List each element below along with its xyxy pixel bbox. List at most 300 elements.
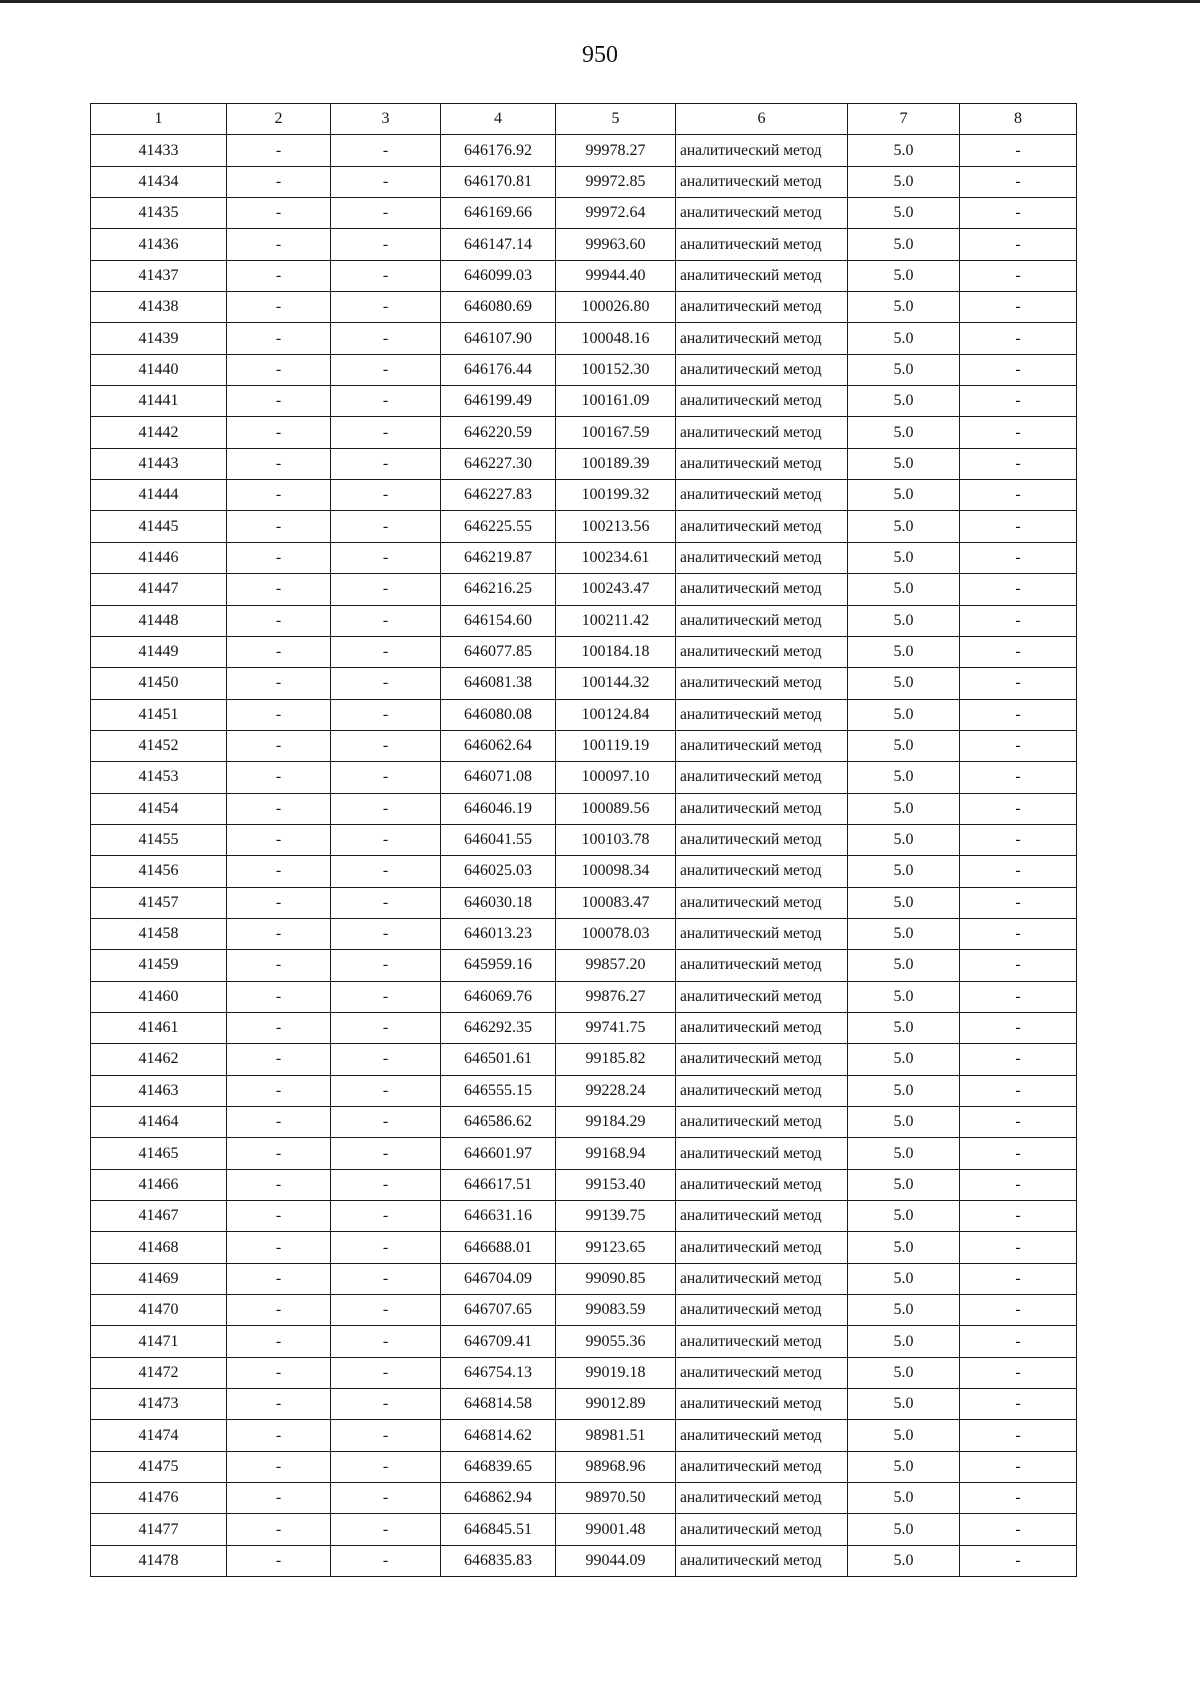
table-cell-col-2: -	[227, 1420, 331, 1451]
table-cell-col-8: -	[960, 448, 1077, 479]
table-cell-col-1: 41471	[91, 1326, 227, 1357]
table-cell-col-1: 41438	[91, 292, 227, 323]
table-cell-col-7: 5.0	[848, 448, 960, 479]
table-cell-col-7: 5.0	[848, 1012, 960, 1043]
table-cell-col-2: -	[227, 918, 331, 949]
table-cell-col-2: -	[227, 605, 331, 636]
table-cell-col-5: 99972.85	[556, 166, 676, 197]
table-cell-col-3: -	[331, 1326, 441, 1357]
table-cell-col-8: -	[960, 1107, 1077, 1138]
table-cell-col-5: 100078.03	[556, 918, 676, 949]
column-header-4: 4	[441, 104, 556, 135]
table-row	[91, 605, 1077, 636]
table-cell-col-4: 646225.55	[441, 511, 556, 542]
table-cell-col-4: 646041.55	[441, 824, 556, 855]
table-row	[91, 887, 1077, 918]
table-cell-col-3: -	[331, 699, 441, 730]
table-cell-col-5: 100097.10	[556, 762, 676, 793]
table-cell-col-2: -	[227, 511, 331, 542]
table-cell-col-1: 41472	[91, 1357, 227, 1388]
table-cell-col-2: -	[227, 542, 331, 573]
table-cell-col-6: аналитический метод	[676, 1483, 848, 1514]
table-cell-col-4: 646219.87	[441, 542, 556, 573]
table-cell-col-6: аналитический метод	[676, 636, 848, 667]
table-cell-col-4: 646292.35	[441, 1012, 556, 1043]
table-cell-col-5: 99019.18	[556, 1357, 676, 1388]
table-cell-col-3: -	[331, 1075, 441, 1106]
table-cell-col-4: 646071.08	[441, 762, 556, 793]
table-cell-col-3: -	[331, 1451, 441, 1482]
table-row	[91, 480, 1077, 511]
table-cell-col-6: аналитический метод	[676, 1232, 848, 1263]
table-cell-col-7: 5.0	[848, 574, 960, 605]
table-cell-col-2: -	[227, 417, 331, 448]
table-cell-col-2: -	[227, 166, 331, 197]
table-cell-col-6: аналитический метод	[676, 1326, 848, 1357]
table-cell-col-2: -	[227, 229, 331, 260]
table-cell-col-8: -	[960, 605, 1077, 636]
table-cell-col-3: -	[331, 762, 441, 793]
table-cell-col-2: -	[227, 448, 331, 479]
table-cell-col-6: аналитический метод	[676, 292, 848, 323]
table-cell-col-8: -	[960, 574, 1077, 605]
table-row	[91, 1263, 1077, 1294]
table-row	[91, 824, 1077, 855]
coordinates-table	[90, 103, 1077, 1577]
table-cell-col-2: -	[227, 386, 331, 417]
table-cell-col-2: -	[227, 1169, 331, 1200]
table-cell-col-4: 646707.65	[441, 1295, 556, 1326]
table-cell-col-1: 41473	[91, 1389, 227, 1420]
table-cell-col-6: аналитический метод	[676, 1451, 848, 1482]
table-cell-col-2: -	[227, 1451, 331, 1482]
table-cell-col-3: -	[331, 1107, 441, 1138]
table-cell-col-5: 100213.56	[556, 511, 676, 542]
table-cell-col-4: 646025.03	[441, 856, 556, 887]
table-cell-col-5: 99972.64	[556, 198, 676, 229]
table-cell-col-4: 646704.09	[441, 1263, 556, 1294]
table-cell-col-2: -	[227, 699, 331, 730]
table-cell-col-8: -	[960, 1357, 1077, 1388]
table-cell-col-3: -	[331, 730, 441, 761]
table-cell-col-2: -	[227, 1295, 331, 1326]
table-cell-col-6: аналитический метод	[676, 824, 848, 855]
table-cell-col-2: -	[227, 981, 331, 1012]
table-cell-col-6: аналитический метод	[676, 793, 848, 824]
table-row	[91, 542, 1077, 573]
table-row	[91, 511, 1077, 542]
table-cell-col-6: аналитический метод	[676, 229, 848, 260]
table-cell-col-5: 99168.94	[556, 1138, 676, 1169]
table-cell-col-8: -	[960, 887, 1077, 918]
table-cell-col-4: 646147.14	[441, 229, 556, 260]
table-cell-col-4: 646227.83	[441, 480, 556, 511]
table-cell-col-4: 646617.51	[441, 1169, 556, 1200]
table-row	[91, 1483, 1077, 1514]
table-cell-col-8: -	[960, 135, 1077, 166]
table-cell-col-7: 5.0	[848, 1483, 960, 1514]
table-cell-col-1: 41468	[91, 1232, 227, 1263]
table-cell-col-6: аналитический метод	[676, 511, 848, 542]
table-row	[91, 668, 1077, 699]
table-cell-col-2: -	[227, 1483, 331, 1514]
table-cell-col-3: -	[331, 1545, 441, 1576]
table-cell-col-1: 41460	[91, 981, 227, 1012]
table-cell-col-6: аналитический метод	[676, 1012, 848, 1043]
table-cell-col-6: аналитический метод	[676, 260, 848, 291]
table-cell-col-5: 99055.36	[556, 1326, 676, 1357]
coordinates-table-container	[90, 103, 1076, 1577]
table-cell-col-4: 646688.01	[441, 1232, 556, 1263]
table-row	[91, 636, 1077, 667]
table-row	[91, 260, 1077, 291]
table-row	[91, 1138, 1077, 1169]
table-cell-col-1: 41441	[91, 386, 227, 417]
table-cell-col-5: 100144.32	[556, 668, 676, 699]
table-cell-col-1: 41439	[91, 323, 227, 354]
table-cell-col-8: -	[960, 386, 1077, 417]
table-cell-col-7: 5.0	[848, 1169, 960, 1200]
table-cell-col-3: -	[331, 417, 441, 448]
table-cell-col-8: -	[960, 198, 1077, 229]
table-cell-col-7: 5.0	[848, 730, 960, 761]
table-cell-col-5: 99001.48	[556, 1514, 676, 1545]
table-cell-col-4: 646176.92	[441, 135, 556, 166]
table-cell-col-6: аналитический метод	[676, 386, 848, 417]
table-cell-col-3: -	[331, 605, 441, 636]
column-header-1: 1	[91, 104, 227, 135]
table-cell-col-7: 5.0	[848, 480, 960, 511]
table-cell-col-7: 5.0	[848, 605, 960, 636]
table-cell-col-3: -	[331, 229, 441, 260]
table-cell-col-7: 5.0	[848, 166, 960, 197]
column-header-5: 5	[556, 104, 676, 135]
table-row	[91, 1075, 1077, 1106]
table-row	[91, 198, 1077, 229]
table-cell-col-3: -	[331, 1138, 441, 1169]
table-cell-col-3: -	[331, 292, 441, 323]
table-cell-col-5: 100152.30	[556, 354, 676, 385]
table-cell-col-7: 5.0	[848, 354, 960, 385]
table-cell-col-2: -	[227, 135, 331, 166]
table-cell-col-8: -	[960, 1232, 1077, 1263]
table-cell-col-7: 5.0	[848, 135, 960, 166]
table-cell-col-5: 99044.09	[556, 1545, 676, 1576]
table-row	[91, 950, 1077, 981]
table-cell-col-4: 646107.90	[441, 323, 556, 354]
table-cell-col-6: аналитический метод	[676, 1201, 848, 1232]
header-row	[91, 104, 1077, 135]
table-cell-col-5: 99228.24	[556, 1075, 676, 1106]
table-cell-col-8: -	[960, 793, 1077, 824]
table-cell-col-3: -	[331, 1514, 441, 1545]
table-cell-col-4: 646169.66	[441, 198, 556, 229]
table-cell-col-5: 99185.82	[556, 1044, 676, 1075]
table-cell-col-2: -	[227, 1514, 331, 1545]
table-cell-col-3: -	[331, 668, 441, 699]
table-cell-col-1: 41457	[91, 887, 227, 918]
table-cell-col-1: 41448	[91, 605, 227, 636]
table-cell-col-2: -	[227, 1326, 331, 1357]
table-cell-col-8: -	[960, 417, 1077, 448]
table-cell-col-4: 646154.60	[441, 605, 556, 636]
table-cell-col-3: -	[331, 354, 441, 385]
table-cell-col-7: 5.0	[848, 668, 960, 699]
table-cell-col-7: 5.0	[848, 762, 960, 793]
table-row	[91, 135, 1077, 166]
table-cell-col-1: 41437	[91, 260, 227, 291]
table-cell-col-5: 100103.78	[556, 824, 676, 855]
table-cell-col-8: -	[960, 1201, 1077, 1232]
table-cell-col-3: -	[331, 448, 441, 479]
table-cell-col-5: 99123.65	[556, 1232, 676, 1263]
table-cell-col-1: 41459	[91, 950, 227, 981]
table-cell-col-6: аналитический метод	[676, 605, 848, 636]
table-cell-col-1: 41456	[91, 856, 227, 887]
table-cell-col-2: -	[227, 1012, 331, 1043]
table-cell-col-7: 5.0	[848, 1044, 960, 1075]
table-cell-col-4: 646631.16	[441, 1201, 556, 1232]
table-row	[91, 981, 1077, 1012]
table-row	[91, 574, 1077, 605]
table-cell-col-1: 41478	[91, 1545, 227, 1576]
table-cell-col-7: 5.0	[848, 981, 960, 1012]
table-cell-col-5: 100184.18	[556, 636, 676, 667]
table-cell-col-1: 41476	[91, 1483, 227, 1514]
table-cell-col-8: -	[960, 1263, 1077, 1294]
table-cell-col-8: -	[960, 918, 1077, 949]
table-cell-col-1: 41436	[91, 229, 227, 260]
column-header-8: 8	[960, 104, 1077, 135]
table-cell-col-8: -	[960, 1012, 1077, 1043]
table-row	[91, 1295, 1077, 1326]
table-cell-col-2: -	[227, 1263, 331, 1294]
table-cell-col-6: аналитический метод	[676, 542, 848, 573]
table-cell-col-3: -	[331, 1420, 441, 1451]
table-cell-col-5: 99090.85	[556, 1263, 676, 1294]
table-cell-col-5: 99153.40	[556, 1169, 676, 1200]
table-cell-col-4: 646080.08	[441, 699, 556, 730]
table-cell-col-2: -	[227, 856, 331, 887]
table-cell-col-2: -	[227, 1075, 331, 1106]
table-cell-col-3: -	[331, 1012, 441, 1043]
table-cell-col-3: -	[331, 574, 441, 605]
table-cell-col-7: 5.0	[848, 386, 960, 417]
table-cell-col-6: аналитический метод	[676, 417, 848, 448]
table-cell-col-4: 646227.30	[441, 448, 556, 479]
table-cell-col-1: 41443	[91, 448, 227, 479]
table-row	[91, 354, 1077, 385]
table-cell-col-3: -	[331, 950, 441, 981]
table-cell-col-5: 99083.59	[556, 1295, 676, 1326]
table-cell-col-6: аналитический метод	[676, 354, 848, 385]
table-row	[91, 1044, 1077, 1075]
table-cell-col-7: 5.0	[848, 856, 960, 887]
table-cell-col-1: 41444	[91, 480, 227, 511]
table-cell-col-8: -	[960, 229, 1077, 260]
table-cell-col-7: 5.0	[848, 1201, 960, 1232]
table-cell-col-4: 645959.16	[441, 950, 556, 981]
table-cell-col-2: -	[227, 1138, 331, 1169]
table-cell-col-7: 5.0	[848, 229, 960, 260]
table-cell-col-1: 41442	[91, 417, 227, 448]
table-cell-col-8: -	[960, 354, 1077, 385]
table-cell-col-6: аналитический метод	[676, 323, 848, 354]
table-cell-col-1: 41453	[91, 762, 227, 793]
table-cell-col-2: -	[227, 1107, 331, 1138]
table-cell-col-6: аналитический метод	[676, 699, 848, 730]
table-cell-col-6: аналитический метод	[676, 762, 848, 793]
table-cell-col-4: 646814.58	[441, 1389, 556, 1420]
table-cell-col-7: 5.0	[848, 1514, 960, 1545]
table-cell-col-4: 646176.44	[441, 354, 556, 385]
table-cell-col-7: 5.0	[848, 1263, 960, 1294]
table-cell-col-5: 100234.61	[556, 542, 676, 573]
table-row	[91, 1389, 1077, 1420]
table-cell-col-1: 41454	[91, 793, 227, 824]
table-cell-col-8: -	[960, 1295, 1077, 1326]
table-cell-col-8: -	[960, 636, 1077, 667]
table-row	[91, 730, 1077, 761]
table-cell-col-1: 41452	[91, 730, 227, 761]
table-cell-col-5: 98968.96	[556, 1451, 676, 1482]
table-cell-col-1: 41446	[91, 542, 227, 573]
table-cell-col-4: 646835.83	[441, 1545, 556, 1576]
table-cell-col-2: -	[227, 762, 331, 793]
table-cell-col-1: 41445	[91, 511, 227, 542]
table-cell-col-7: 5.0	[848, 511, 960, 542]
table-cell-col-3: -	[331, 1357, 441, 1388]
table-row	[91, 918, 1077, 949]
table-cell-col-4: 646013.23	[441, 918, 556, 949]
table-row	[91, 417, 1077, 448]
table-cell-col-5: 100026.80	[556, 292, 676, 323]
table-cell-col-5: 99876.27	[556, 981, 676, 1012]
table-row	[91, 166, 1077, 197]
table-cell-col-7: 5.0	[848, 542, 960, 573]
column-header-6: 6	[676, 104, 848, 135]
table-header	[91, 104, 1077, 135]
table-cell-col-6: аналитический метод	[676, 1075, 848, 1106]
table-row	[91, 292, 1077, 323]
table-cell-col-2: -	[227, 1389, 331, 1420]
table-cell-col-7: 5.0	[848, 1420, 960, 1451]
table-row	[91, 323, 1077, 354]
table-cell-col-2: -	[227, 1357, 331, 1388]
table-cell-col-4: 646814.62	[441, 1420, 556, 1451]
table-row	[91, 856, 1077, 887]
table-cell-col-6: аналитический метод	[676, 1138, 848, 1169]
table-cell-col-5: 100124.84	[556, 699, 676, 730]
table-cell-col-8: -	[960, 1169, 1077, 1200]
table-cell-col-5: 100089.56	[556, 793, 676, 824]
table-cell-col-1: 41434	[91, 166, 227, 197]
table-cell-col-5: 99184.29	[556, 1107, 676, 1138]
table-cell-col-4: 646862.94	[441, 1483, 556, 1514]
table-cell-col-2: -	[227, 824, 331, 855]
table-cell-col-1: 41450	[91, 668, 227, 699]
table-cell-col-7: 5.0	[848, 1545, 960, 1576]
table-cell-col-3: -	[331, 1389, 441, 1420]
table-cell-col-7: 5.0	[848, 1107, 960, 1138]
table-cell-col-3: -	[331, 824, 441, 855]
table-cell-col-4: 646080.69	[441, 292, 556, 323]
table-cell-col-3: -	[331, 1169, 441, 1200]
table-cell-col-6: аналитический метод	[676, 981, 848, 1012]
table-row	[91, 1451, 1077, 1482]
table-cell-col-6: аналитический метод	[676, 1044, 848, 1075]
table-cell-col-4: 646501.61	[441, 1044, 556, 1075]
table-cell-col-3: -	[331, 981, 441, 1012]
table-cell-col-2: -	[227, 668, 331, 699]
table-cell-col-2: -	[227, 887, 331, 918]
table-cell-col-5: 100189.39	[556, 448, 676, 479]
column-header-3: 3	[331, 104, 441, 135]
table-cell-col-6: аналитический метод	[676, 1514, 848, 1545]
table-cell-col-5: 100048.16	[556, 323, 676, 354]
table-cell-col-6: аналитический метод	[676, 950, 848, 981]
table-cell-col-2: -	[227, 260, 331, 291]
table-cell-col-1: 41465	[91, 1138, 227, 1169]
table-cell-col-2: -	[227, 480, 331, 511]
table-cell-col-3: -	[331, 480, 441, 511]
table-cell-col-6: аналитический метод	[676, 198, 848, 229]
table-cell-col-3: -	[331, 1483, 441, 1514]
table-cell-col-1: 41435	[91, 198, 227, 229]
table-cell-col-5: 98970.50	[556, 1483, 676, 1514]
table-cell-col-3: -	[331, 260, 441, 291]
table-cell-col-4: 646077.85	[441, 636, 556, 667]
table-cell-col-2: -	[227, 1201, 331, 1232]
table-cell-col-7: 5.0	[848, 950, 960, 981]
table-cell-col-8: -	[960, 1138, 1077, 1169]
table-cell-col-4: 646099.03	[441, 260, 556, 291]
table-row	[91, 229, 1077, 260]
table-cell-col-6: аналитический метод	[676, 918, 848, 949]
column-header-2: 2	[227, 104, 331, 135]
table-cell-col-8: -	[960, 1389, 1077, 1420]
table-cell-col-4: 646170.81	[441, 166, 556, 197]
table-cell-col-2: -	[227, 292, 331, 323]
table-row	[91, 1232, 1077, 1263]
table-row	[91, 1514, 1077, 1545]
table-cell-col-7: 5.0	[848, 292, 960, 323]
table-cell-col-8: -	[960, 1545, 1077, 1576]
table-cell-col-3: -	[331, 1201, 441, 1232]
table-cell-col-8: -	[960, 292, 1077, 323]
table-cell-col-1: 41470	[91, 1295, 227, 1326]
table-row	[91, 1420, 1077, 1451]
table-cell-col-7: 5.0	[848, 1138, 960, 1169]
table-cell-col-4: 646081.38	[441, 668, 556, 699]
table-cell-col-3: -	[331, 323, 441, 354]
table-cell-col-1: 41462	[91, 1044, 227, 1075]
table-row	[91, 1545, 1077, 1576]
table-cell-col-4: 646586.62	[441, 1107, 556, 1138]
table-cell-col-1: 41451	[91, 699, 227, 730]
table-cell-col-1: 41475	[91, 1451, 227, 1482]
table-cell-col-4: 646062.64	[441, 730, 556, 761]
table-cell-col-4: 646220.59	[441, 417, 556, 448]
table-cell-col-2: -	[227, 198, 331, 229]
table-cell-col-3: -	[331, 1295, 441, 1326]
table-cell-col-4: 646030.18	[441, 887, 556, 918]
table-cell-col-6: аналитический метод	[676, 166, 848, 197]
table-cell-col-5: 100243.47	[556, 574, 676, 605]
table-cell-col-7: 5.0	[848, 1075, 960, 1106]
table-cell-col-4: 646216.25	[441, 574, 556, 605]
table-cell-col-3: -	[331, 166, 441, 197]
